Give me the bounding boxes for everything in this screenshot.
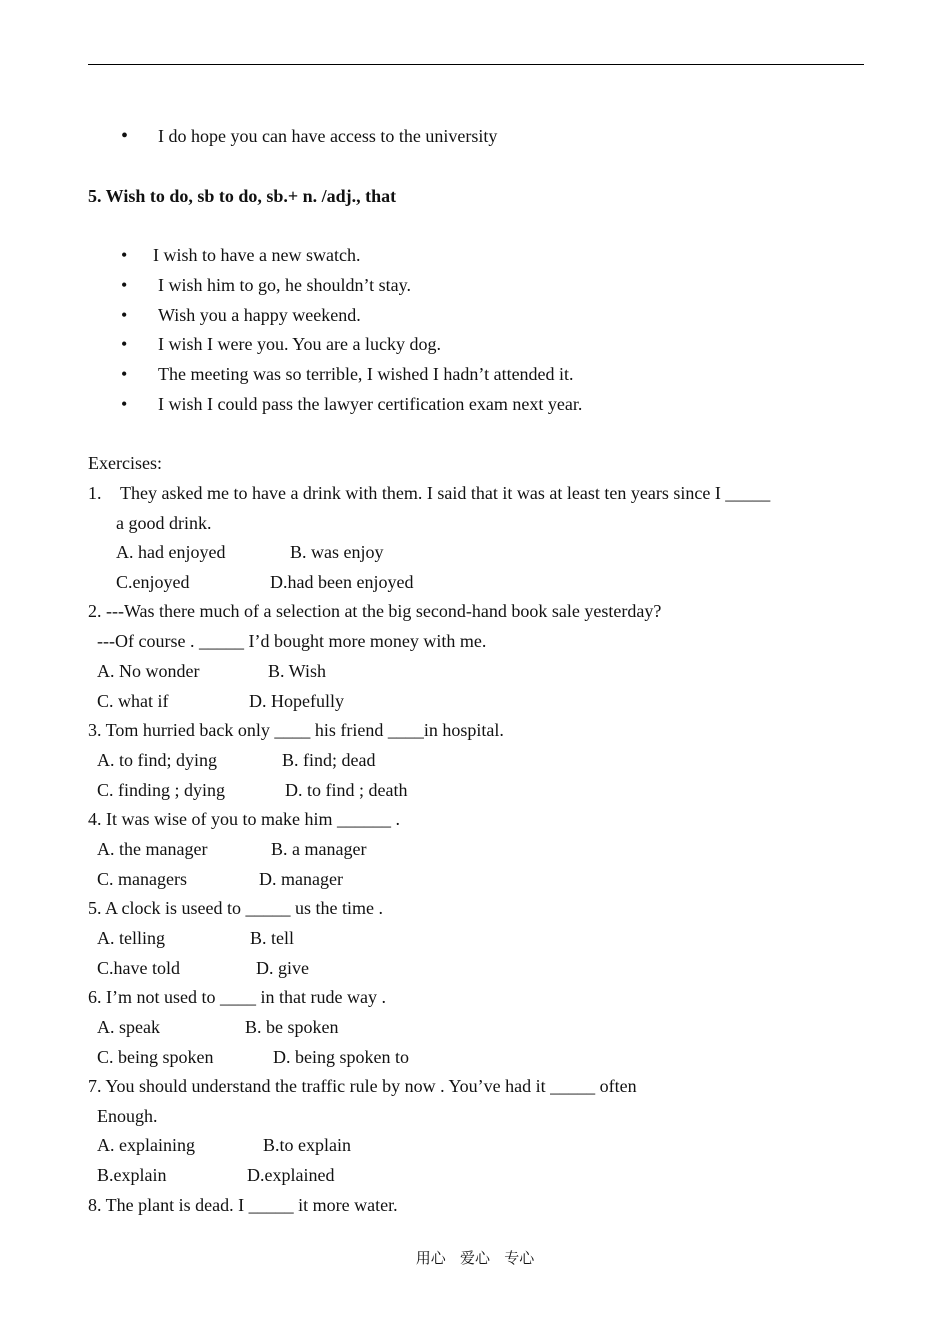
option-d: D. Hopefully xyxy=(249,691,344,711)
option-d: D.explained xyxy=(247,1165,335,1185)
option-c: C. what if xyxy=(97,691,169,711)
page-footer: 用心 爱心 专心 xyxy=(415,1249,535,1267)
bullet-icon: • xyxy=(121,364,128,384)
question-1-text-cont: a good drink. xyxy=(116,513,212,533)
option-d: D.had been enjoyed xyxy=(270,572,414,592)
option-b: B. tell xyxy=(250,928,294,948)
wish-example: I wish him to go, he shouldn’t stay. xyxy=(158,275,411,295)
question-8-text: 8. The plant is dead. I _____ it more water. xyxy=(88,1195,398,1215)
option-b: B. find; dead xyxy=(282,750,376,770)
option-c: B.explain xyxy=(97,1165,167,1185)
bullet-icon: • xyxy=(121,334,128,354)
option-a: A. to find; dying xyxy=(97,750,217,770)
question-3-text: 3. Tom hurried back only ____ his friend ____in hospital. xyxy=(88,720,504,740)
question-7-text: 7. You should understand the traffic rule by now . You’ve had it _____ often xyxy=(88,1076,637,1096)
header-rule xyxy=(88,64,864,65)
question-6-text: 6. I’m not used to ____ in that rude way . xyxy=(88,987,386,1007)
wish-example: I wish I could pass the lawyer certification exam next year. xyxy=(158,394,583,414)
option-c: C. finding ; dying xyxy=(97,780,226,800)
option-b: B. a manager xyxy=(271,839,367,859)
question-5-text: 5. A clock is useed to _____ us the time . xyxy=(88,898,383,918)
option-a: A. the manager xyxy=(97,839,208,859)
option-d: D. manager xyxy=(259,869,343,889)
question-4-text: 4. It was wise of you to make him ______ . xyxy=(88,809,400,829)
wish-example: I wish I were you. You are a lucky dog. xyxy=(158,334,441,354)
option-a: A. had enjoyed xyxy=(116,542,226,562)
option-c: C.enjoyed xyxy=(116,572,190,592)
option-d: D. being spoken to xyxy=(273,1047,409,1067)
bullet-icon: • xyxy=(121,125,129,147)
option-a: A. telling xyxy=(97,928,165,948)
option-b: B.to explain xyxy=(263,1135,351,1155)
question-1-text: They asked me to have a drink with them. I said that it was at least ten years since I _____ xyxy=(120,483,771,503)
option-b: B. was enjoy xyxy=(290,542,384,562)
question-number: 1. xyxy=(88,483,102,503)
exercises-label: Exercises: xyxy=(88,453,162,473)
question-2-text-cont: ---Of course . _____ I’d bought more money with me. xyxy=(97,631,487,651)
bullet-icon: • xyxy=(121,394,128,414)
wish-example: The meeting was so terrible, I wished I hadn’t attended it. xyxy=(158,364,574,384)
bullet-icon: • xyxy=(121,305,128,325)
question-2-text: 2. ---Was there much of a selection at the big second-hand book sale yesterday? xyxy=(88,601,662,621)
option-d: D. give xyxy=(256,958,309,978)
wish-example: I wish to have a new swatch. xyxy=(153,245,361,265)
bullet-icon: • xyxy=(121,245,128,265)
wish-example: Wish you a happy weekend. xyxy=(158,305,361,325)
option-a: A. speak xyxy=(97,1017,160,1037)
option-b: B. be spoken xyxy=(245,1017,339,1037)
top-bullet-text: I do hope you can have access to the university xyxy=(158,126,498,146)
option-a: A. explaining xyxy=(97,1135,195,1155)
option-a: A. No wonder xyxy=(97,661,200,681)
option-c: C. managers xyxy=(97,869,187,889)
option-b: B. Wish xyxy=(268,661,326,681)
option-d: D. to find ; death xyxy=(285,780,408,800)
bullet-icon: • xyxy=(121,275,128,295)
option-c: C. being spoken xyxy=(97,1047,214,1067)
question-7-text-cont: Enough. xyxy=(97,1106,158,1126)
option-c: C.have told xyxy=(97,958,180,978)
section-heading: 5. Wish to do, sb to do, sb.+ n. /adj., that xyxy=(88,186,397,206)
